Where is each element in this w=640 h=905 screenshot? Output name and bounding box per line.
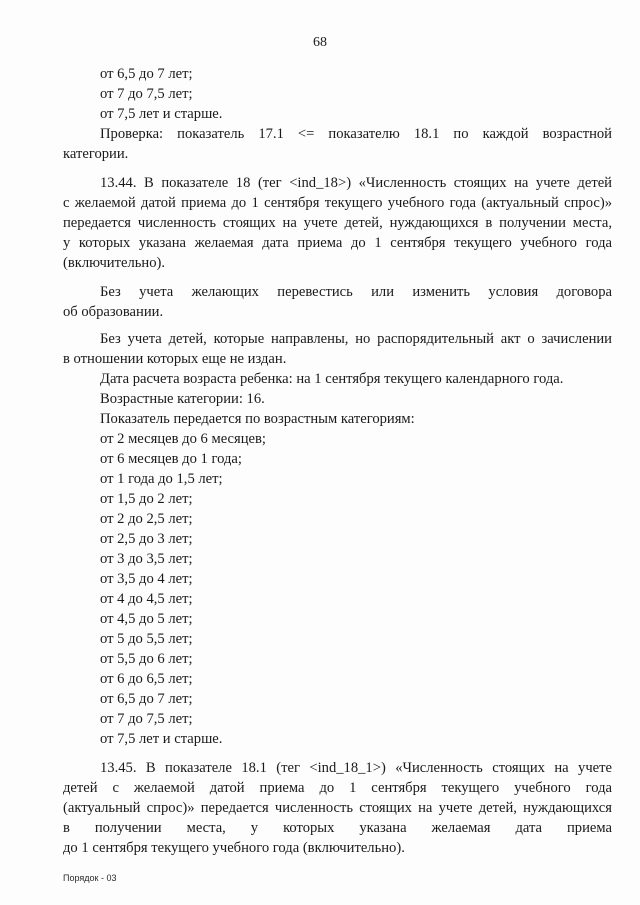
list-item: от 7,5 лет и старше. xyxy=(100,106,223,122)
paragraph-line: Без учета детей, которые направлены, но распорядительный акт о зачислении xyxy=(100,331,612,347)
list-item: от 5,5 до 6 лет; xyxy=(100,651,193,667)
intro-age-list xyxy=(63,64,612,124)
age-count-paragraph: Возрастные категории: 16. xyxy=(100,391,265,407)
section-13-44 xyxy=(63,173,612,273)
age-categories-list xyxy=(63,429,612,749)
paragraph-line: у которых указана желаемая дата приема до 1 сентября текущего учебного года xyxy=(63,235,612,251)
paragraph-line: (актуальный спрос)» передается численность стоящих на учете детей, нуждающихся xyxy=(63,800,612,816)
list-item: от 7 до 7,5 лет; xyxy=(100,86,193,102)
footer-label: Порядок - 03 xyxy=(63,873,117,883)
paragraph-line: передается численность стоящих на учете детей, нуждающихся в получении места, xyxy=(63,215,612,231)
list-item: от 4,5 до 5 лет; xyxy=(100,611,193,627)
list-item: от 6 месяцев до 1 года; xyxy=(100,451,242,467)
list-item: от 3 до 3,5 лет; xyxy=(100,551,193,567)
paragraph-line: Без учета желающих перевестись или изменить условия договора xyxy=(100,284,612,300)
by-age-paragraph: Показатель передается по возрастным категориям: xyxy=(100,411,415,427)
paragraph-line: до 1 сентября текущего учебного года (включительно). xyxy=(63,840,405,856)
paragraph-line: с желаемой датой приема до 1 сентября текущего учебного года (актуальный спрос)» xyxy=(63,195,612,211)
paragraph-line: Проверка: показатель 17.1 <= показателю 18.1 по каждой возрастной xyxy=(100,126,612,142)
list-item: от 6,5 до 7 лет; xyxy=(100,691,193,707)
list-item: от 7,5 лет и старше. xyxy=(100,731,223,747)
list-item: от 4 до 4,5 лет; xyxy=(100,591,193,607)
list-item: от 2 месяцев до 6 месяцев; xyxy=(100,431,266,447)
section-13-45 xyxy=(63,758,612,858)
list-item: от 3,5 до 4 лет; xyxy=(100,571,193,587)
list-item: от 7 до 7,5 лет; xyxy=(100,711,193,727)
list-item: от 1 года до 1,5 лет; xyxy=(100,471,223,487)
list-item: от 1,5 до 2 лет; xyxy=(100,491,193,507)
list-item: от 5 до 5,5 лет; xyxy=(100,631,193,647)
transfer-paragraph xyxy=(63,282,612,322)
paragraph-line: в отношении которых еще не издан. xyxy=(63,351,287,367)
enroll-paragraph xyxy=(63,329,612,369)
paragraph-line: в получении места, у которых указана желаемая дата приема xyxy=(63,820,612,836)
paragraph-line: (включительно). xyxy=(63,255,166,271)
paragraph-line: 13.44. В показателе 18 (тег <ind_18>) «Численность стоящих на учете детей xyxy=(100,175,612,191)
list-item: от 2,5 до 3 лет; xyxy=(100,531,193,547)
paragraph-line: об образовании. xyxy=(63,304,164,320)
check-paragraph xyxy=(63,124,612,164)
list-item: от 6 до 6,5 лет; xyxy=(100,671,193,687)
paragraph-line: детей с желаемой датой приема до 1 сентября текущего учебного года xyxy=(63,780,612,796)
list-item: от 2 до 2,5 лет; xyxy=(100,511,193,527)
paragraph-line: категории. xyxy=(63,146,129,162)
calc-date-paragraph: Дата расчета возраста ребенка: на 1 сентября текущего календарного года. xyxy=(100,371,564,387)
page-number: 68 xyxy=(313,35,327,50)
paragraph-line: 13.45. В показателе 18.1 (тег <ind_18_1>) «Численность стоящих на учете xyxy=(100,760,612,776)
page-body xyxy=(63,64,612,858)
list-item: от 6,5 до 7 лет; xyxy=(100,66,193,82)
